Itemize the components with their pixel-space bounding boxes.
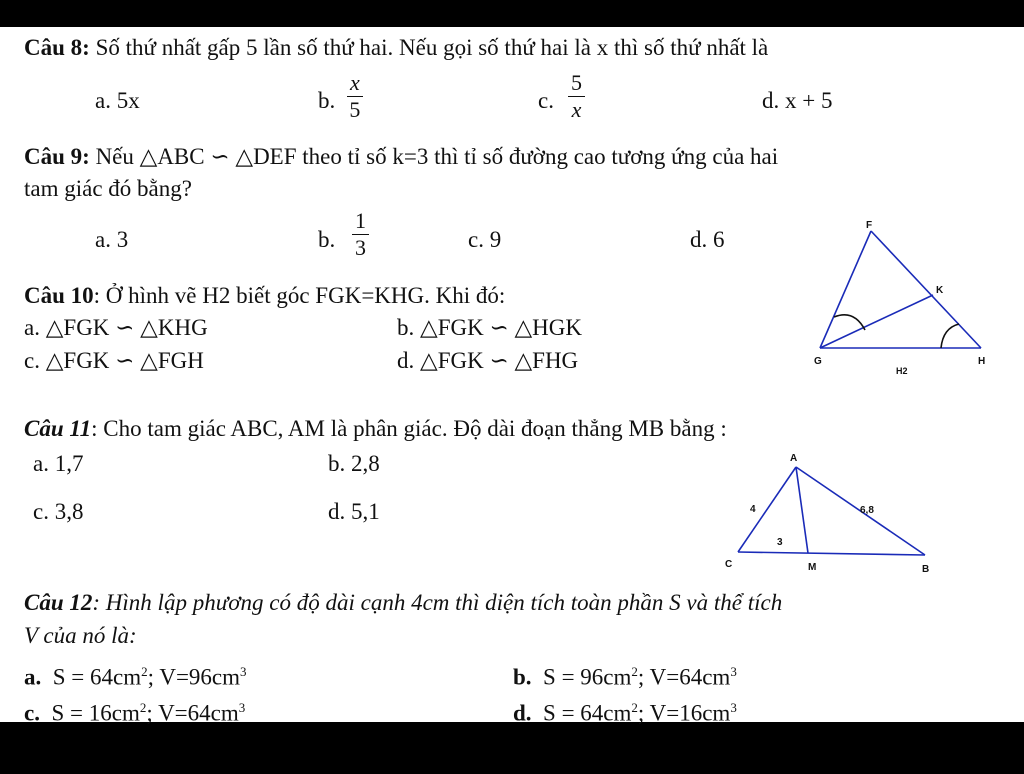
- q12-option-a-area: S = 64cm: [52, 664, 142, 690]
- q12-option-c: [24, 695, 245, 727]
- q8-option-b-prefix: b.: [318, 88, 336, 113]
- question-8-text: Số thứ nhất gấp 5 lần số thứ hai. Nếu gọi số thứ hai là x thì số thứ nhất là: [89, 35, 769, 60]
- figure-h2-label-h: H: [978, 356, 986, 367]
- question-11: [24, 416, 727, 442]
- q8-option-a: a. 5x: [95, 88, 140, 113]
- figure-abc-label-a: A: [790, 453, 798, 464]
- q9-option-a: a. 3: [95, 227, 129, 252]
- q8-c-numerator: 5: [568, 71, 585, 97]
- cubed-exponent: 3: [238, 700, 246, 715]
- question-10: [24, 283, 505, 309]
- cubed-exponent: 3: [730, 664, 737, 679]
- question-12: [24, 590, 782, 616]
- question-12-line1: : Hình lập phương có độ dài cạnh 4cm thì diện tích toàn phần S và thể tích: [92, 590, 783, 615]
- q12-option-d-prefix: d.: [513, 700, 532, 726]
- question-11-text: : Cho tam giác ABC, AM là phân giác. Độ dài đoạn thẳng MB bằng :: [91, 416, 727, 441]
- q12-option-b: [513, 659, 737, 691]
- figure-abc-segment-cm: 3: [777, 537, 783, 548]
- figure-h2-lines: [820, 231, 981, 348]
- q9-option-c: c. 9: [468, 227, 502, 252]
- q12-option-b-area: S = 96cm: [543, 664, 632, 690]
- q10-option-d: d. △FGK ∽ △FHG: [397, 348, 579, 373]
- figure-abc-lines: [738, 467, 925, 555]
- worksheet: [0, 27, 1024, 726]
- question-10-label: Câu 10: [24, 283, 94, 308]
- figure-h2-label-g: G: [814, 356, 822, 367]
- figure-abc-label-c: C: [725, 559, 733, 570]
- q11-option-a: a. 1,7: [33, 451, 84, 476]
- figure-h2-label-f: F: [866, 220, 873, 231]
- squared-exponent: 2: [631, 700, 638, 715]
- q11-option-c: c. 3,8: [33, 499, 84, 524]
- figure-h2-angle-marks: [834, 315, 959, 348]
- q8-b-numerator: x: [347, 71, 363, 97]
- squared-exponent: 2: [139, 700, 147, 715]
- cubed-exponent: 3: [240, 664, 247, 679]
- figure-triangle-abc: [715, 447, 945, 577]
- q12-option-b-prefix: b.: [513, 664, 532, 690]
- figure-h2-caption: H2: [896, 366, 908, 376]
- q12-option-a-prefix: a.: [24, 664, 42, 690]
- q11-option-d: d. 5,1: [328, 499, 380, 524]
- q12-option-c-volume: ; V=64cm: [146, 700, 239, 726]
- squared-exponent: 2: [631, 664, 638, 679]
- q9-b-denominator: 3: [355, 235, 366, 260]
- question-9: [24, 144, 778, 170]
- figure-abc-side-ab: 6,8: [860, 505, 874, 516]
- figure-h2: [808, 217, 998, 377]
- q12-option-b-volume: ; V=64cm: [637, 664, 731, 690]
- q12-option-d-volume: ; V=16cm: [637, 700, 731, 726]
- q12-option-c-prefix: c.: [24, 700, 40, 726]
- q8-c-denominator: x: [571, 97, 582, 122]
- q12-option-c-area: S = 16cm: [51, 700, 140, 726]
- q12-option-d-area: S = 64cm: [543, 700, 632, 726]
- question-12-line2: V của nó là:: [24, 623, 137, 648]
- figure-abc-label-m: M: [808, 562, 817, 573]
- q8-option-c-prefix: c.: [538, 88, 554, 113]
- q10-option-b: b. △FGK ∽ △HGK: [397, 315, 582, 340]
- question-9-label: Câu 9:: [24, 144, 90, 169]
- figure-abc-label-b: B: [922, 564, 930, 575]
- q10-option-a: a. △FGK ∽ △KHG: [24, 315, 208, 340]
- figure-abc-side-ac: 4: [750, 504, 756, 515]
- q9-option-d: d. 6: [690, 227, 725, 252]
- q8-option-c-fraction: [568, 71, 585, 122]
- question-11-label: Câu 11: [24, 416, 92, 441]
- squared-exponent: 2: [141, 664, 148, 679]
- q9-option-b-prefix: b.: [318, 227, 336, 252]
- figure-h2-label-k: K: [936, 285, 944, 296]
- cubed-exponent: 3: [730, 700, 737, 715]
- q12-option-a: [24, 659, 247, 691]
- q10-option-c: c. △FGK ∽ △FGH: [24, 348, 204, 373]
- q9-option-b-fraction: [352, 209, 369, 260]
- q9-b-numerator: 1: [352, 209, 369, 235]
- question-9-line1: Nếu △ABC ∽ △DEF theo tỉ số k=3 thì tỉ số đường cao tương ứng của hai: [89, 144, 779, 169]
- question-12-label: Câu 12: [24, 590, 93, 615]
- q11-option-b: b. 2,8: [328, 451, 380, 476]
- q8-b-denominator: 5: [349, 97, 361, 122]
- q8-option-d: d. x + 5: [762, 88, 833, 113]
- question-10-text: : Ở hình vẽ H2 biết góc FGK=KHG. Khi đó:: [93, 283, 506, 308]
- q12-option-d: [513, 695, 737, 727]
- question-8-label: Câu 8:: [24, 35, 90, 60]
- question-9-line2: tam giác đó bằng?: [24, 176, 192, 201]
- q12-option-a-volume: ; V=96cm: [147, 664, 241, 690]
- question-8: [24, 35, 768, 61]
- q8-option-b-fraction: [347, 71, 363, 122]
